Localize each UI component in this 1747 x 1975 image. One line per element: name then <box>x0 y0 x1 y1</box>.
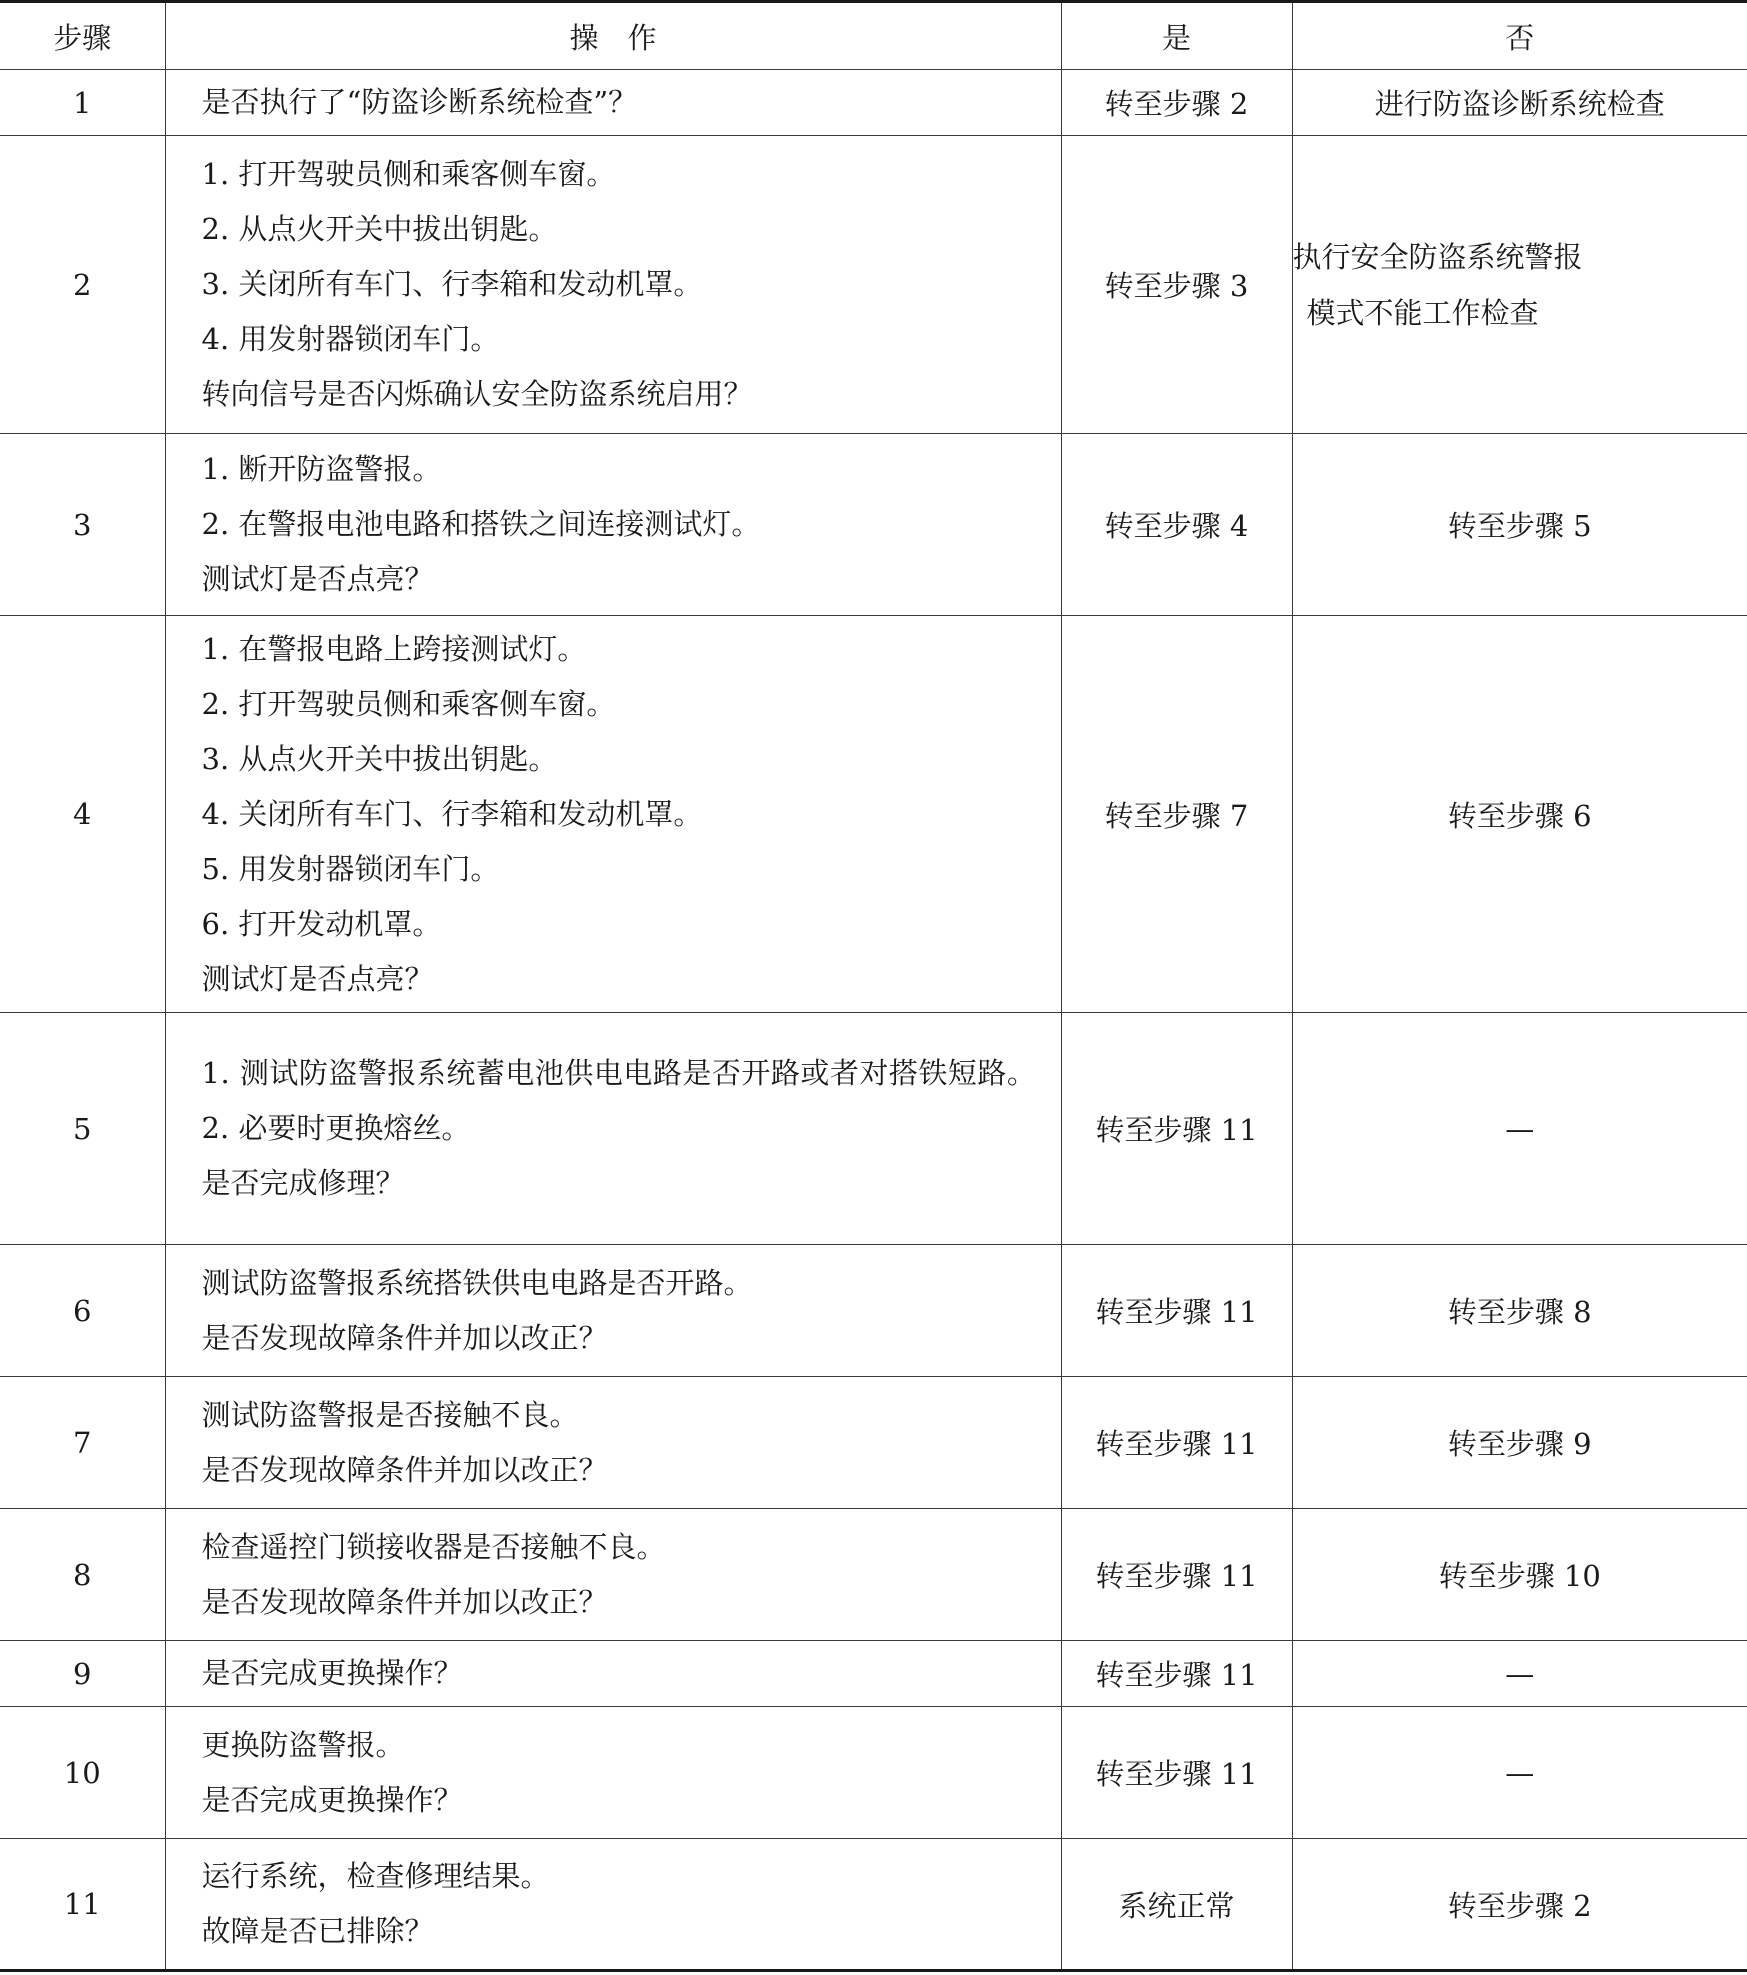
operation-line: 是否执行了“防盗诊断系统检查”？ <box>201 85 638 119</box>
yes-cell: 转至步骤 11 <box>1061 1377 1292 1509</box>
step-number: 8 <box>0 1509 165 1641</box>
table-row <box>0 1707 1747 1839</box>
operation-line: 是否完成更换操作？ <box>201 1656 463 1690</box>
table-row <box>0 1245 1747 1377</box>
operation-cell <box>165 1707 1061 1839</box>
header-step: 步骤 <box>0 2 165 70</box>
operation-line: 是否发现故障条件并加以改正？ <box>201 1452 608 1487</box>
no-cell <box>1292 136 1747 434</box>
operation-cell <box>165 1377 1061 1509</box>
operation-line: 5. 用发射器锁闭车门。 <box>201 851 500 886</box>
operation-line: 3. 关闭所有车门、行李箱和发动机罩。 <box>201 267 703 301</box>
yes-cell: 转至步骤 11 <box>1061 1245 1292 1377</box>
no-line: 执行安全防盗系统警报 <box>1292 239 1583 274</box>
operation-line: 4. 关闭所有车门、行李箱和发动机罩。 <box>201 796 703 831</box>
operation-line: 2. 必要时更换熔丝。 <box>201 1111 471 1145</box>
operation-cell <box>165 616 1061 1013</box>
no-cell: 转至步骤 10 <box>1292 1509 1747 1641</box>
operation-cell <box>165 1509 1061 1641</box>
operation-line: 2. 在警报电池电路和搭铁之间连接测试灯。 <box>201 507 761 541</box>
yes-cell: 转至步骤 11 <box>1061 1509 1292 1641</box>
step-number: 5 <box>0 1013 165 1245</box>
table-row <box>0 1509 1747 1641</box>
header-no: 否 <box>1292 2 1747 70</box>
no-cell: 进行防盗诊断系统检查 <box>1292 70 1747 136</box>
yes-cell: 转至步骤 11 <box>1061 1013 1292 1245</box>
step-number: 2 <box>0 136 165 434</box>
no-line: 模式不能工作检查 <box>1306 295 1539 330</box>
no-cell: 转至步骤 6 <box>1292 616 1747 1013</box>
operation-cell <box>165 70 1061 136</box>
yes-cell: 转至步骤 11 <box>1061 1641 1292 1707</box>
operation-cell <box>165 1839 1061 1971</box>
operation-line: 故障是否已排除？ <box>201 1914 434 1948</box>
operation-line: 1. 测试防盗警报系统蓄电池供电电路是否开路或者对搭铁短路。 <box>201 1056 1037 1090</box>
operation-line: 测试防盗警报系统搭铁供电电路是否开路。 <box>201 1265 753 1300</box>
table-row <box>0 136 1747 434</box>
operation-line: 是否发现故障条件并加以改正？ <box>201 1320 608 1355</box>
operation-cell <box>165 434 1061 616</box>
operation-line: 4. 用发射器锁闭车门。 <box>201 322 500 356</box>
operation-line: 1. 在警报电路上跨接测试灯。 <box>201 631 587 666</box>
no-cell: 转至步骤 5 <box>1292 434 1747 616</box>
table-row <box>0 1641 1747 1707</box>
operation-line: 是否完成更换操作？ <box>201 1782 463 1817</box>
operation-line: 测试灯是否点亮？ <box>201 961 434 996</box>
step-number: 4 <box>0 616 165 1013</box>
no-cell: — <box>1292 1641 1747 1707</box>
operation-cell <box>165 136 1061 434</box>
operation-line: 3. 从点火开关中拔出钥匙。 <box>201 741 558 776</box>
step-number: 1 <box>0 70 165 136</box>
operation-cell <box>165 1641 1061 1707</box>
operation-line: 测试防盗警报是否接触不良。 <box>201 1397 579 1432</box>
operation-line: 检查遥控门锁接收器是否接触不良。 <box>201 1529 666 1564</box>
operation-cell <box>165 1013 1061 1245</box>
operation-line: 1. 打开驾驶员侧和乘客侧车窗。 <box>201 157 616 191</box>
operation-line: 转向信号是否闪烁确认安全防盗系统启用？ <box>201 377 753 411</box>
operation-line: 更换防盗警报。 <box>201 1727 405 1762</box>
no-cell: — <box>1292 1013 1747 1245</box>
operation-line: 是否发现故障条件并加以改正？ <box>201 1584 608 1619</box>
step-number: 11 <box>0 1839 165 1971</box>
header-yes: 是 <box>1061 2 1292 70</box>
table-row <box>0 1839 1747 1971</box>
table-row <box>0 616 1747 1013</box>
yes-cell: 转至步骤 11 <box>1061 1707 1292 1839</box>
step-number: 6 <box>0 1245 165 1377</box>
operation-line: 2. 从点火开关中拔出钥匙。 <box>201 212 558 246</box>
table-row <box>0 70 1747 136</box>
yes-cell: 系统正常 <box>1061 1839 1292 1971</box>
step-number: 10 <box>0 1707 165 1839</box>
no-cell: 转至步骤 2 <box>1292 1839 1747 1971</box>
table-row <box>0 434 1747 616</box>
yes-cell: 转至步骤 4 <box>1061 434 1292 616</box>
yes-cell: 转至步骤 2 <box>1061 70 1292 136</box>
header-row <box>0 2 1747 70</box>
operation-line: 6. 打开发动机罩。 <box>201 906 442 941</box>
step-number: 9 <box>0 1641 165 1707</box>
operation-line: 运行系统，检查修理结果。 <box>201 1859 550 1893</box>
step-number: 7 <box>0 1377 165 1509</box>
no-cell: — <box>1292 1707 1747 1839</box>
table-row <box>0 1377 1747 1509</box>
operation-line: 1. 断开防盗警报。 <box>201 452 442 486</box>
operation-line: 是否完成修理？ <box>201 1166 405 1200</box>
step-number: 3 <box>0 434 165 616</box>
no-cell: 转至步骤 8 <box>1292 1245 1747 1377</box>
no-cell: 转至步骤 9 <box>1292 1377 1747 1509</box>
yes-cell: 转至步骤 7 <box>1061 616 1292 1013</box>
yes-cell: 转至步骤 3 <box>1061 136 1292 434</box>
operation-cell <box>165 1245 1061 1377</box>
header-operation: 操 作 <box>165 2 1061 70</box>
operation-line: 2. 打开驾驶员侧和乘客侧车窗。 <box>201 686 616 721</box>
table-row <box>0 1013 1747 1245</box>
operation-line: 测试灯是否点亮？ <box>201 562 434 596</box>
